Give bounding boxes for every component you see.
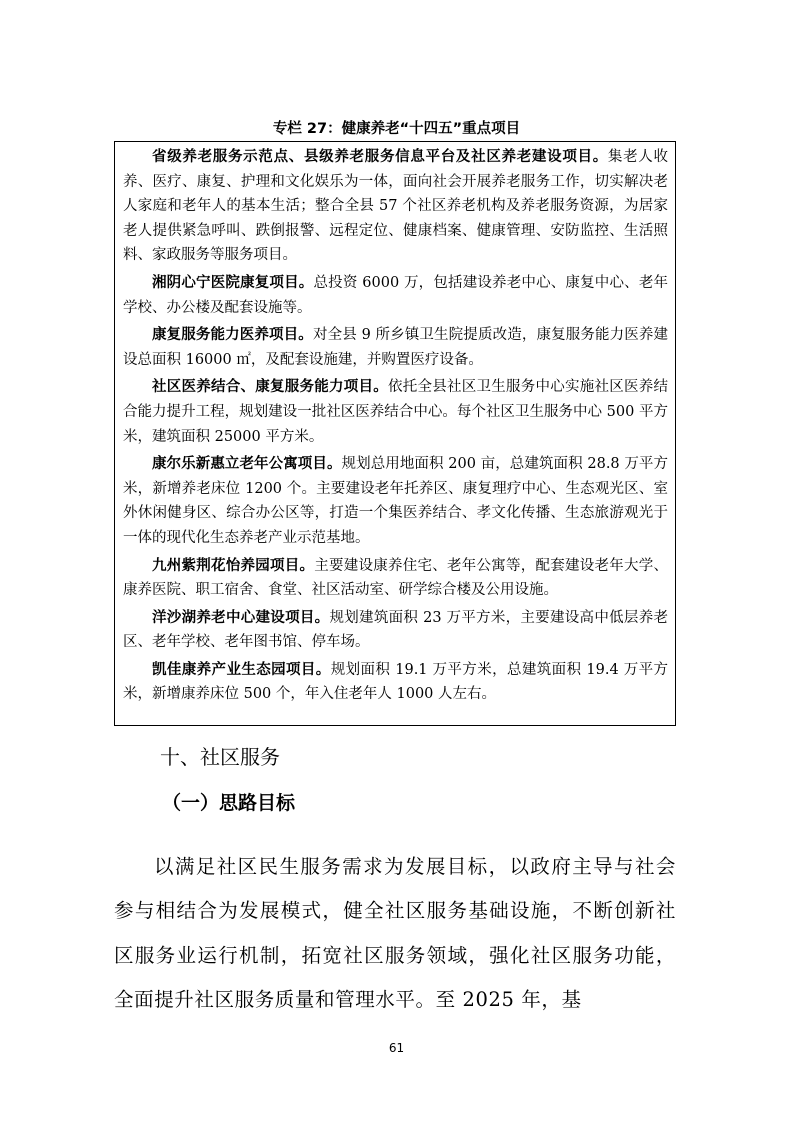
project-text: 规划总用地面积 200 亩，总建筑面积 28.8 万平方米，新增养老床位 1200 个。主要建设老年托养区、康复理疗中心、生态观光区、室外休闲健身区、综合办公区等，打造一个集医养结合、孝文化传播、生态旅游观光于一体的现代化生态养老产业示范基地。 bbox=[123, 456, 668, 546]
body-paragraph: 以满足社区民生服务需求为发展目标，以政府主导与社会参与相结合为发展模式，健全社区服务基础设施，不断创新社区服务业运行机制，拓宽社区服务领域，强化社区服务功能，全面提升社区服务质量和管理水平。至 2025 年，基 bbox=[114, 854, 676, 1011]
project-title: 湘阴心宁医院康复项目。 bbox=[152, 274, 314, 291]
project-item bbox=[123, 606, 668, 655]
project-title: 省级养老服务示范点、县级养老服务信息平台及社区养老建设项目。 bbox=[152, 149, 608, 165]
project-title: 洋沙湖养老中心建设项目。 bbox=[152, 609, 330, 626]
subsection-heading: （一）思路目标 bbox=[162, 792, 296, 814]
project-text: 主要建设康养住宅、老年公寓等，配套建设老年大学、康养医院、职工宿舍、食堂、社区活动室、研学综合楼及公用设施。 bbox=[123, 557, 668, 599]
project-text: 规划建筑面积 23 万平方米，主要建设高中低层养老区、老年学校、老年图书馆、停车场。 bbox=[123, 609, 668, 651]
project-title: 凯佳康养产业生态园项目。 bbox=[152, 661, 331, 678]
project-text: 对全县 9 所乡镇卫生院提质改造，康复服务能力医养建设总面积 16000 ㎡，及配套设施建，并购置医疗设备。 bbox=[123, 327, 668, 368]
project-text: 规划面积 19.1 万平方米，总建筑面积 19.4 万平方米，新增康养床位 500 个，年入住老年人 1000 人左右。 bbox=[123, 661, 668, 703]
project-item bbox=[123, 658, 668, 707]
project-text: 总投资 6000 万，包括建设养老中心、康复中心、老年学校、办公楼及配套设施等。 bbox=[123, 274, 669, 316]
project-item bbox=[123, 452, 668, 550]
section-heading: 十、社区服务 bbox=[160, 745, 280, 769]
project-title: 康尔乐新惠立老年公寓项目。 bbox=[152, 456, 342, 473]
project-title: 社区医养结合、康复服务能力项目。 bbox=[152, 379, 388, 396]
page-number: 61 bbox=[388, 1041, 405, 1055]
box-caption: 专栏 27：健康养老“十四五”重点项目 bbox=[272, 121, 521, 137]
project-item bbox=[123, 145, 668, 268]
project-item bbox=[123, 271, 668, 320]
project-title: 康复服务能力医养项目。 bbox=[152, 327, 313, 344]
project-text: 集老人收养、医疗、康复、护理和文化娱乐为一体，面向社会开展养老服务工作，切实解决老人家庭和老年人的基本生活；整合全县 57 个社区养老机构及养老服务资源，为居家老人提供紧急呼叫、跌倒报警、远程定位、健康档案、健康管理、安防监控、生活照料、家政服务等服务项目。 bbox=[123, 149, 668, 264]
project-item bbox=[123, 554, 668, 603]
project-item bbox=[123, 375, 668, 449]
project-item bbox=[123, 323, 668, 372]
project-text: 依托全县社区卫生服务中心实施社区医养结合能力提升工程，规划建设一批社区医养结合中心。每个社区卫生服务中心 500 平方米，建筑面积 25000 平方米。 bbox=[123, 379, 668, 445]
key-projects-box bbox=[114, 141, 676, 726]
project-title: 九州紫荆花怡养园项目。 bbox=[152, 557, 315, 574]
